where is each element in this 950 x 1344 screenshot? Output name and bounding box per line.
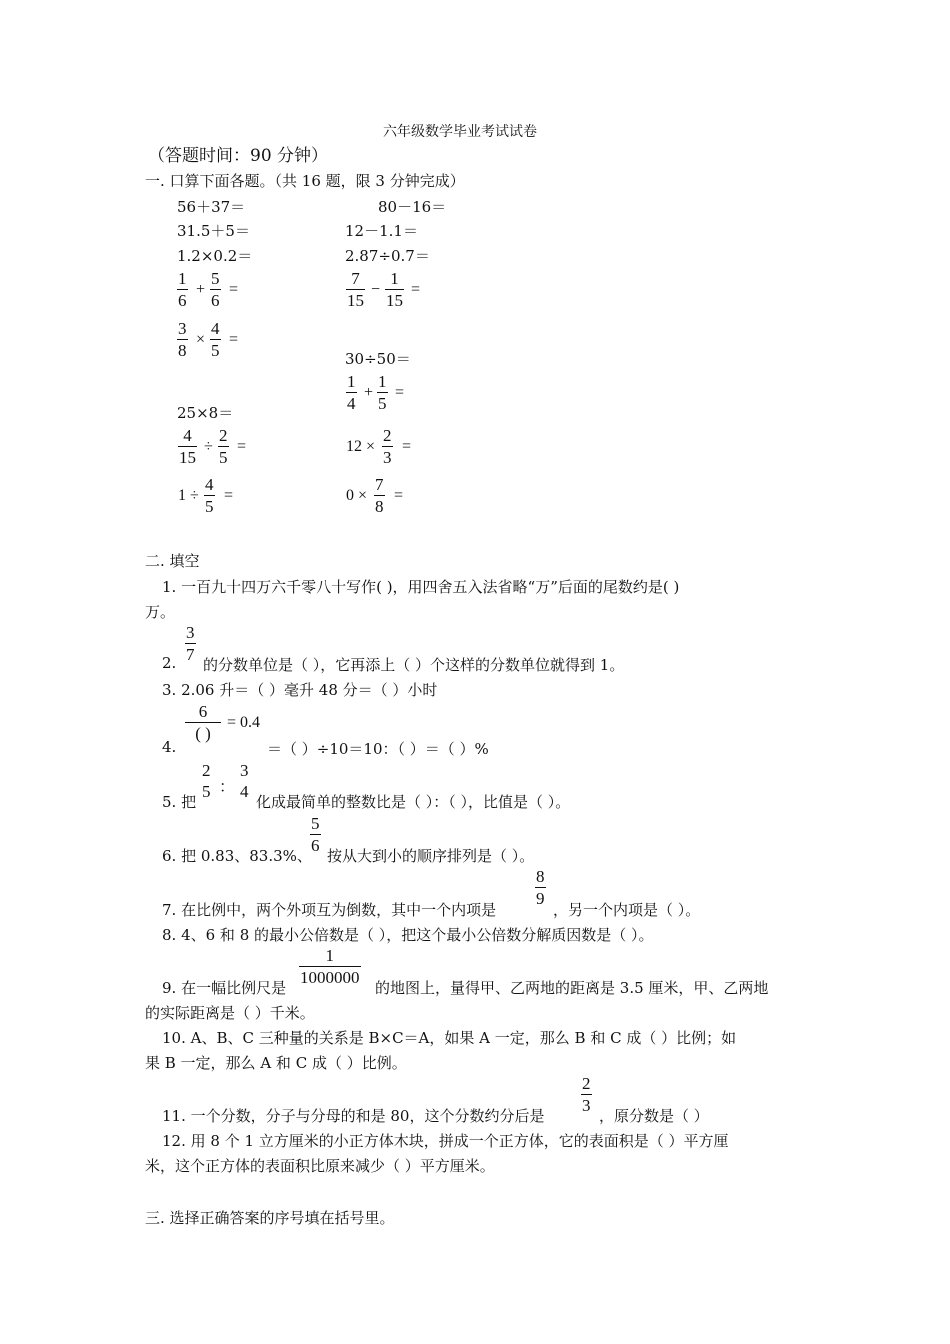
fraction: $\frac{4}{5}$: [205, 475, 214, 516]
calc-item: 25×8＝: [177, 404, 234, 422]
equals-sign: =: [229, 331, 239, 348]
calc-item: 1.2×0.2＝: [177, 247, 253, 265]
operator: −: [371, 281, 381, 298]
question-4-number: 4.: [162, 738, 177, 756]
fraction: $\frac{1}{6}$: [178, 269, 187, 310]
question-5-number: 5. 把: [162, 793, 197, 811]
section2-heading: 二. 填空: [145, 552, 200, 570]
equals-sign: =: [237, 438, 247, 455]
time-note: （答题时间：90 分钟）: [148, 146, 329, 166]
fraction: 6 ( ): [185, 703, 221, 742]
calc-item: 30÷50＝: [345, 350, 411, 368]
fraction: $\frac{3}{7}$: [186, 623, 195, 664]
equals-sign: =: [224, 487, 234, 504]
section3-heading: 三. 选择正确答案的序号填在括号里。: [145, 1209, 395, 1227]
operator: 1 ÷: [178, 487, 199, 504]
fraction: 3 4: [240, 761, 249, 801]
operator: 0 ×: [346, 487, 368, 504]
calc-item: 31.5＋5＝: [177, 222, 250, 240]
equals-sign: =: [394, 487, 404, 504]
equals-sign: =: [229, 281, 239, 298]
fraction: $\frac{7}{8}$: [375, 475, 384, 516]
question-6: 6. 把 0.83、83.3%、: [162, 847, 312, 865]
question-1-cont: 万。: [145, 603, 176, 621]
calc-item: 12－1.1＝: [345, 222, 418, 240]
colon: ：: [219, 779, 236, 796]
equals-sign: =: [411, 281, 421, 298]
fraction: $\frac{5}{6}$: [311, 814, 320, 855]
question-1: 1. 一百九十四万六千零八十写作( )，用四舍五入法省略“万”后面的尾数约是( ): [162, 578, 680, 596]
question-5: 化成最简单的整数比是（ ）：（ ），比值是（ ）。: [256, 793, 571, 811]
equals-sign: =: [402, 438, 412, 455]
fraction: $\frac{1}{15}$: [386, 269, 403, 310]
question-9: 9. 在一幅比例尺是: [162, 979, 287, 997]
calc-item: 56＋37＝: [177, 198, 246, 216]
operator: 12 ×: [346, 438, 376, 455]
question-8: 8. 4、6 和 8 的最小公倍数是（ ），把这个最小公倍数分解质因数是（ ）。: [162, 926, 654, 944]
question-4: ＝（ ）÷10＝10：（ ）＝（ ）%: [267, 740, 489, 758]
question-9-tail: 的地图上，量得甲、乙两地的距离是 3.5 厘米，甲、乙两地: [375, 979, 769, 997]
fraction: $\frac{5}{6}$: [211, 269, 220, 310]
question-11-tail: ，原分数是（ ）: [599, 1107, 709, 1125]
calc-item: 80－16＝: [378, 198, 447, 216]
operator: ×: [196, 331, 206, 348]
question-2-number: 2.: [162, 654, 177, 672]
equals-value: = 0.4: [227, 714, 261, 731]
section1-heading: 一. 口算下面各题。（共 16 题，限 3 分钟完成）: [145, 172, 465, 190]
fraction: $\frac{4}{5}$: [211, 319, 220, 360]
question-7: 7. 在比例中，两个外项互为倒数，其中一个内项是: [162, 901, 497, 919]
question-10-cont: 果 B 一定，那么 A 和 C 成（ ）比例。: [145, 1054, 407, 1072]
equals-sign: =: [395, 384, 405, 401]
operator: +: [364, 384, 374, 401]
question-12-cont: 米，这个正方体的表面积比原来减少（ ）平方厘米。: [145, 1157, 495, 1175]
question-9-cont: 的实际距离是（ ）千米。: [145, 1004, 315, 1022]
page-title: 六年级数学毕业考试试卷: [383, 124, 537, 140]
fraction: 2 5: [202, 761, 211, 801]
fraction: $\frac{4}{15}$: [179, 426, 196, 467]
question-11: 11. 一个分数，分子与分母的和是 80，这个分数约分后是: [162, 1107, 545, 1125]
fraction: $\frac{1}{1000000}$: [300, 946, 360, 987]
fraction: $\frac{2}{3}$: [582, 1074, 591, 1115]
question-6-tail: 按从大到小的顺序排列是（ ）。: [327, 847, 535, 865]
question-12: 12. 用 8 个 1 立方厘米的小正方体木块，拼成一个正方体，它的表面积是（ ）平方厘: [162, 1132, 729, 1150]
question-2: 的分数单位是（ ），它再添上（ ）个这样的分数单位就得到 1。: [203, 656, 625, 674]
question-10: 10. A、B、C 三种量的关系是 B×C＝A，如果 A 一定，那么 B 和 C 成（ ）比例；如: [162, 1029, 737, 1047]
question-7-tail: ，另一个内项是（ ）。: [553, 901, 701, 919]
calc-item: 2.87÷0.7＝: [345, 247, 430, 265]
fraction: $\frac{7}{15}$: [347, 269, 364, 310]
fraction: $\frac{2}{5}$: [219, 426, 228, 467]
fraction: $\frac{1}{5}$: [378, 372, 387, 413]
operator: +: [196, 281, 206, 298]
fraction: $\frac{8}{9}$: [536, 867, 545, 908]
operator: ÷: [204, 438, 213, 455]
fraction: $\frac{2}{3}$: [383, 426, 392, 467]
question-3: 3. 2.06 升＝（ ）毫升 48 分＝（ ）小时: [162, 681, 438, 699]
fraction: $\frac{3}{8}$: [178, 319, 187, 360]
fraction: $\frac{1}{4}$: [347, 372, 356, 413]
